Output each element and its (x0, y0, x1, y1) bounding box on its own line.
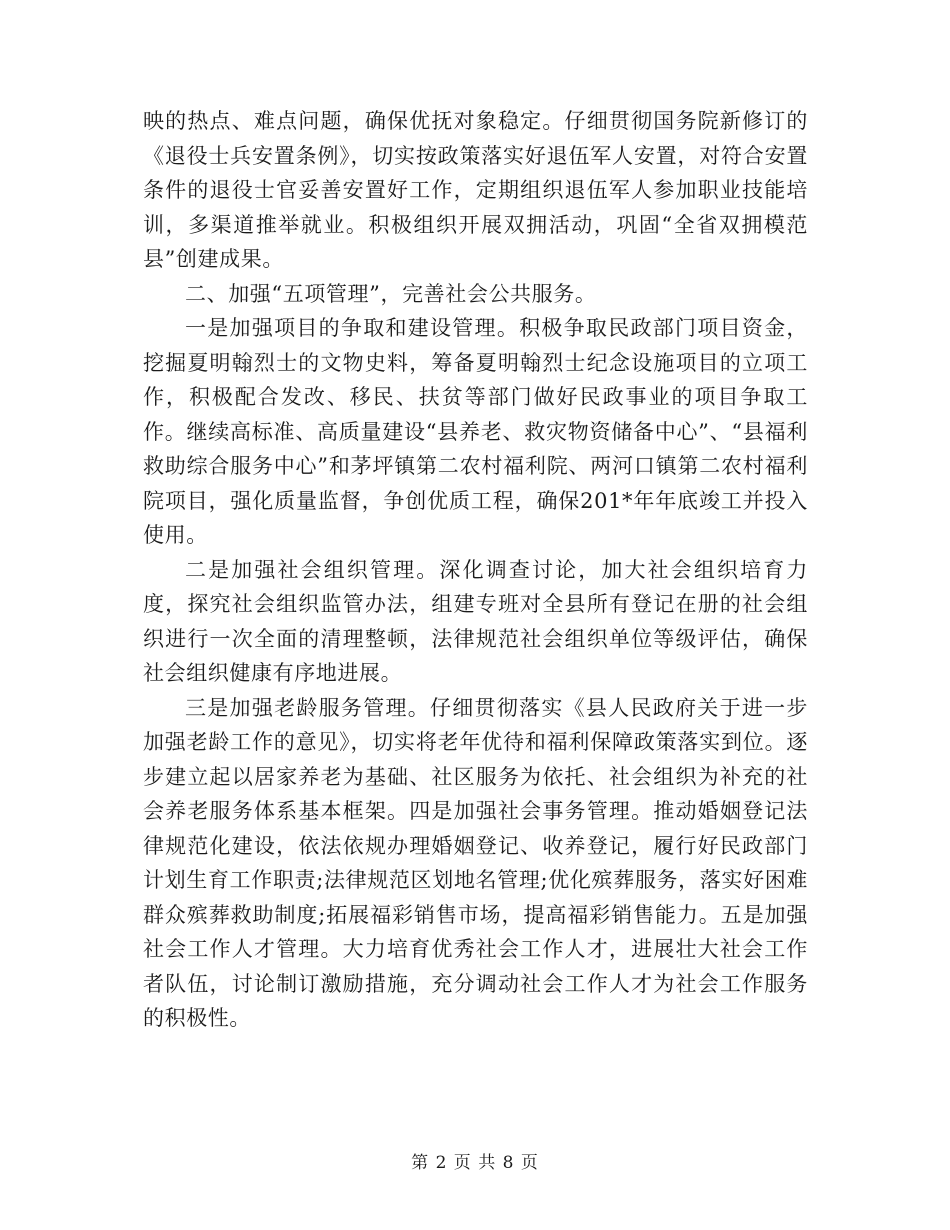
paragraph-elderly-services: 三是加强老龄服务管理。仔细贯彻落实《县人民政府关于进一步加强老龄工作的意见》，切实将老年优待和福利保障政策落实到位。逐步建立起以居家养老为基础、社区服务为依托、社会组织为补充的社会养老服务体系基本框架。四是加强社会事务管理。推动婚姻登记法律规范化建设，依法依规办理婚姻登记、收养登记，履行好民政部门计划生育工作职责;法律规范区划地名管理;优化殡葬服务，落实好困难群众殡葬救助制度;拓展福彩销售市场，提高福彩销售能力。五是加强社会工作人才管理。大力培育优秀社会工作人才，进展壮大社会工作者队伍，讨论制订激励措施，充分调动社会工作人才为社会工作服务的积极性。 (143, 695, 808, 1030)
page-number-footer: 第 2 页 共 8 页 (411, 1153, 539, 1173)
paragraph-continuation: 映的热点、难点问题，确保优抚对象稳定。仔细贯彻国务院新修订的《退役士兵安置条例》，切实按政策落实好退伍军人安置，对符合安置条件的退役士官妥善安置好工作，定期组织退伍军人参加职业技能培训，多渠道推举就业。积极组织开展双拥活动，巩固“全省双拥模范县”创建成果。 (143, 109, 808, 271)
paragraph-social-organization: 二是加强社会组织管理。深化调查讨论，加大社会组织培育力度，探究社会组织监管办法，组建专班对全县所有登记在册的社会组织进行一次全面的清理整顿，法律规范社会组织单位等级评估，确保社会组织健康有序地进展。 (143, 557, 808, 685)
document-body (143, 104, 808, 1036)
paragraph-project-management: 一是加强项目的争取和建设管理。积极争取民政部门项目资金，挖掘夏明翰烈士的文物史料，筹备夏明翰烈士纪念设施项目的立项工作，积极配合发改、移民、扶贫等部门做好民政事业的项目争取工作。继续高标准、高质量建设“县养老、救灾物资储备中心”、“县福利救助综合服务中心”和茅坪镇第二农村福利院、两河口镇第二农村福利院项目，强化质量监督，争创优质工程，确保201*年年底竣工并投入使用。 (143, 316, 808, 547)
section-heading: 二、加强“五项管理”，完善社会公共服务。 (185, 281, 597, 306)
